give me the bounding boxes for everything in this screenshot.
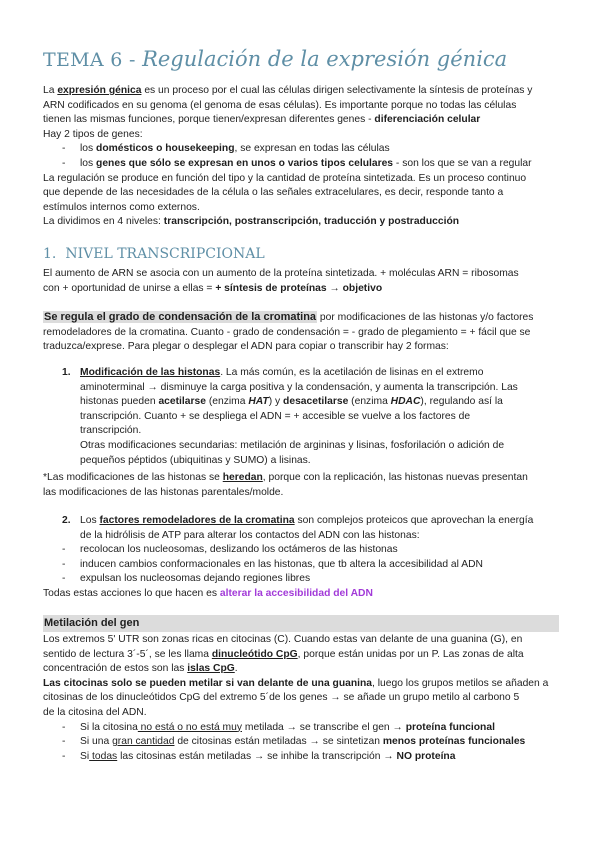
numbered-item-1: 1. Modificación de las histonas. La más común, es la acetilación de lisinas en el extremo aminoterminal → disminuye la carga positiva y la condensación, y aumenta la transcripción. Las histonas pueden acetilarse (enzima HAT) y desacetilarse (enzima HDAC), regulando así la transcripción. Cuanto + se despliega el ADN = + accesible se vuelve a los factores de transcripción. Otras modificaciones secundarias: metilación de argininas y lisinas, fosforilación o adición de pequeños péptidos (ubiquitinas y SUMO) a lisinas.	[62, 367, 518, 466]
topic-label: TEMA 6	[43, 49, 123, 71]
topic-name: Regulación de la expresión génica	[142, 47, 508, 71]
cromatina-paragraph: Se regula el grado de condensación de la cromatina por modificaciones de las histonas y/o factores remodeladores de la cromatina. Cuanto - grado de condensación = - grado de plegamiento = + fácil que se traduzca/exprese. Para plegar o desplegar el ADN para copiar o transcribir hay 2 formas:	[43, 311, 534, 353]
numbered-item-2: 2. Los factores remodeladores de la cromatina son complejos proteicos que aprovechan la energía de la hidrólisis de ATP para alterar los contactos del ADN con las histonas: - recolocan los nucleosomas, deslizando los octámeros de las histonas - inducen cambios conformacionales en las histonas, que tb altera la accesibilidad al ADN - expulsan los nucleosomas dejando regiones libres Todas estas acciones lo que hacen es alterar la accesibilidad del ADN	[43, 514, 563, 602]
histone-note: *Las modificaciones de las histonas se heredan, porque con la replicación, las histonas nuevas presentan las modificaciones de las histonas parentales/molde.	[43, 472, 528, 498]
list-item: - recolocan los nucleosomas, deslizando los octámeros de las histonas	[43, 543, 563, 558]
subsection-heading: Metilación del gen	[43, 615, 559, 632]
title-separator: -	[122, 49, 143, 71]
section1-intro: El aumento de ARN se asocia con un aumento de la proteína sintetizada. + moléculas ARN = ribosomas con + oportunidad de unirse a ellas = + síntesis de proteínas → objetivo	[43, 268, 519, 294]
list-item: - inducen cambios conformacionales en las histonas, que tb altera la accesibilidad al ADN	[43, 558, 563, 573]
list-item: - expulsan los nucleosomas dejando regiones libres	[43, 572, 563, 587]
list-item: - los genes que sólo se expresan en unos o varios tipos celulares - son los que se van a regular	[43, 157, 563, 172]
page-title	[43, 47, 508, 71]
purple-highlight: alterar la accesibilidad del ADN	[219, 587, 373, 599]
list-item: - Si todas las citosinas están metiladas → se inhibe la transcripción → NO proteína	[43, 750, 563, 765]
list-item: - Si una gran cantidad de citosinas están metiladas → se sintetizan menos proteínas funcionales	[43, 735, 563, 750]
metilacion-block: Los extremos 5' UTR son zonas ricas en citocinas (C). Cuando estas van delante de una guanina (G), en sentido de lectura 3´-5´, se les llama dinucleótido CpG, porque están unidas por un P. Las zonas de alta concentración de estos son las islas CpG. Las citocinas solo se pueden metilar si van delante de una guanina, luego los grupos metilos se añaden a citosinas de los dinucleótidos CpG del extremo 5´de los genes → se añade un grupo metilo al carbono 5 de la citosina del ADN. - Si la citosina no está o no está muy metilada → se transcribe el gen → proteína funcional - Si una gran cantidad de citosinas están metiladas → se sintetizan menos proteínas funcionales - Si todas las citosinas están metiladas → se inhibe la transcripción → NO proteína	[43, 633, 563, 764]
list-item: - Si la citosina no está o no está muy metilada → se transcribe el gen → proteína funcional	[43, 721, 563, 736]
list-item: - los domésticos o housekeeping, se expresan en todas las células	[43, 142, 563, 157]
section-heading: 1. NIVEL TRANSCRIPCIONAL	[43, 246, 265, 262]
intro-block: La expresión génica es un proceso por el cual las células dirigen selectivamente la síntesis de proteínas y ARN codificados en su genoma (el genoma de esas células). Es importante porque no todas las células tienen las mismas funciones, porque tienen/expresan diferentes genes - diferenciación celular Hay 2 tipos de genes: - los domésticos o housekeeping, se expresan en todas las células - los genes que sólo se expresan en unos o varios tipos celulares - son los que se van a regular La regulación se produce en función del tipo y la cantidad de proteína sintetizada. Es un proceso continuo que depende de las necesidades de la célula o las señales extracelulares, es decir, responde tanto a estímulos internos como externos. La dividimos en 4 niveles: transcripción, postranscripción, traducción y postraducción	[43, 84, 563, 230]
term-expresion-genica: expresión génica	[57, 85, 142, 96]
highlighted-heading: Se regula el grado de condensación de la cromatina	[44, 311, 317, 323]
